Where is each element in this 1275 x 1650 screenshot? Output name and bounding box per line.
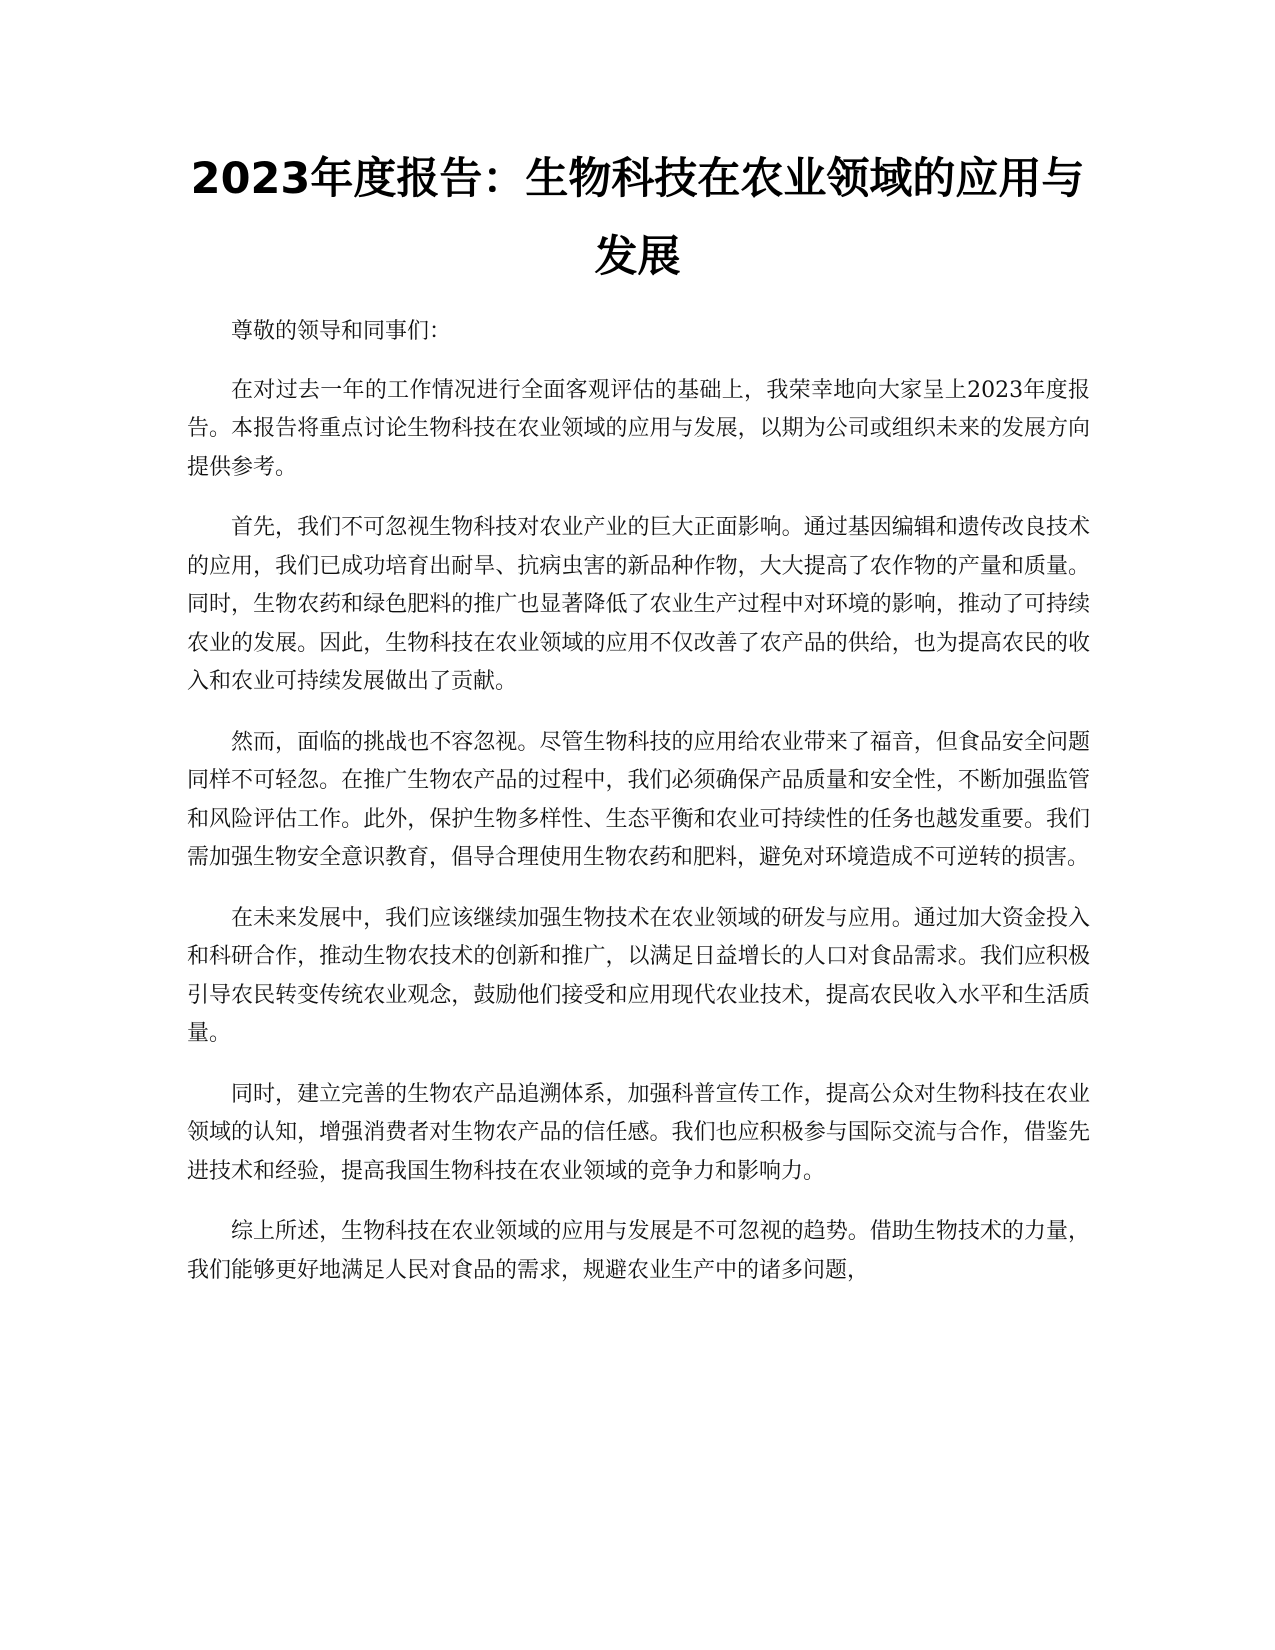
paragraph-intro: 在对过去一年的工作情况进行全面客观评估的基础上，我荣幸地向大家呈上2023年度报告。本报告将重点讨论生物科技在农业领域的应用与发展，以期为公司或组织未来的发展方向提供参考。: [187, 377, 1090, 480]
document-title: 2023年度报告：生物科技在农业领域的应用与发展: [190, 154, 1085, 282]
salutation: 尊敬的领导和同事们：: [231, 319, 452, 344]
paragraph-future: 在未来发展中，我们应该继续加强生物技术在农业领域的研发与应用。通过加大资金投入和科研合作，推动生物农技术的创新和推广，以满足日益增长的人口对食品需求。我们应积极引导农民转变传统农业观念，鼓励他们接受和应用现代农业技术，提高农民收入水平和生活质量。: [187, 905, 1090, 1046]
document-body: [187, 313, 1090, 1312]
paragraph-impact: 首先，我们不可忽视生物科技对农业产业的巨大正面影响。通过基因编辑和遗传改良技术的应用，我们已成功培育出耐旱、抗病虫害的新品种作物，大大提高了农作物的产量和质量。同时，生物农药和绿色肥料的推广也显著降低了农业生产过程中对环境的影响，推动了可持续农业的发展。因此，生物科技在农业领域的应用不仅改善了农产品的供给，也为提高农民的收入和农业可持续发展做出了贡献。: [187, 515, 1090, 694]
paragraph-traceability: 同时，建立完善的生物农产品追溯体系，加强科普宣传工作，提高公众对生物科技在农业领域的认知，增强消费者对生物农产品的信任感。我们也应积极参与国际交流与合作，借鉴先进技术和经验，提高我国生物科技在农业领域的竞争力和影响力。: [187, 1081, 1090, 1184]
paragraph-conclusion: 综上所述，生物科技在农业领域的应用与发展是不可忽视的趋势。借助生物技术的力量，我们能够更好地满足人民对食品的需求，规避农业生产中的诸多问题，: [187, 1219, 1090, 1283]
paragraph-challenges: 然而，面临的挑战也不容忽视。尽管生物科技的应用给农业带来了福音，但食品安全问题同样不可轻忽。在推广生物农产品的过程中，我们必须确保产品质量和安全性，不断加强监管和风险评估工作。此外，保护生物多样性、生态平衡和农业可持续性的任务也越发重要。我们需加强生物安全意识教育，倡导合理使用生物农药和肥料，避免对环境造成不可逆转的损害。: [187, 729, 1090, 870]
